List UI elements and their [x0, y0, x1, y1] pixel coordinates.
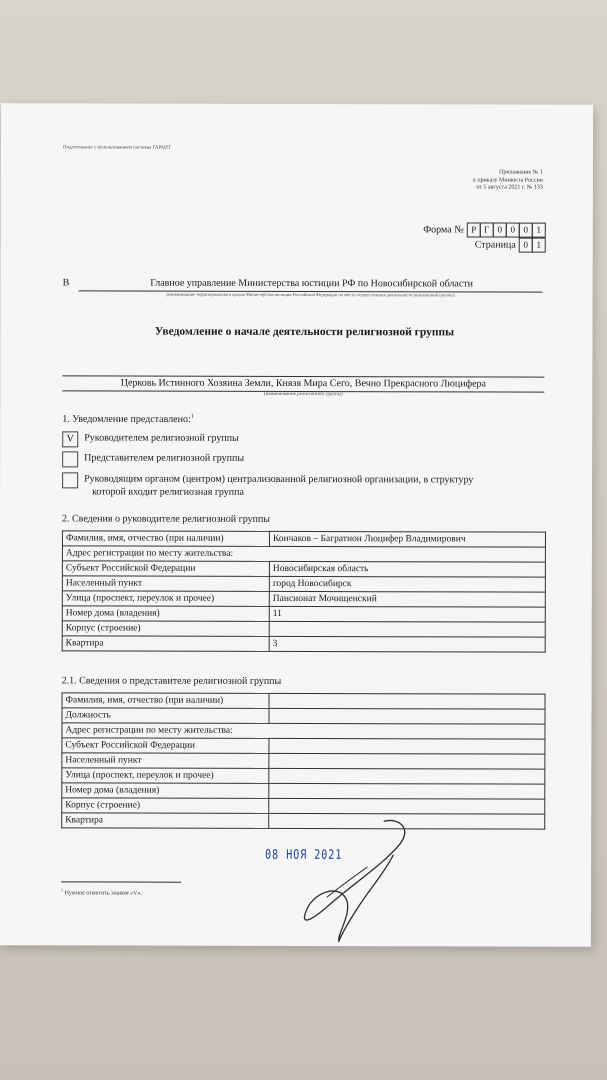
table-row: [62, 768, 545, 784]
row-value: [269, 783, 545, 799]
footnote: $^1$ Нужное отметить знаком «V».: [61, 887, 142, 897]
addressee-prefix: В: [62, 277, 70, 289]
row-label: Корпус (строение): [62, 621, 269, 637]
form-code-cell: Р: [467, 222, 481, 237]
row-value: Пансионат Мочищенский: [269, 591, 545, 607]
leader-table: [62, 530, 546, 652]
form-label: Форма №: [423, 224, 464, 236]
table-row: [62, 546, 545, 562]
section21-heading: 2.1. Сведения о представителе религиозной группы: [61, 675, 282, 687]
document-title: Уведомление о начале деятельности религиозной группы: [154, 325, 455, 339]
page-code-cell: 0: [519, 238, 533, 253]
section2-heading: 2. Сведения о руководителе религиозной группы: [62, 513, 271, 525]
row-label: Улица (проспект, переулок и прочее): [62, 591, 269, 607]
row-label: Улица (проспект, переулок и прочее): [62, 768, 269, 784]
table-row: [62, 738, 545, 754]
row-value: [269, 621, 545, 637]
table-row: [62, 693, 545, 709]
row-label: Квартира: [62, 636, 269, 652]
table-row: [62, 561, 545, 577]
table-row: [62, 753, 545, 769]
checkbox-governing-body[interactable]: [62, 472, 78, 488]
section1-heading: 1. Уведомление представлено:$^1$: [62, 413, 194, 426]
table-row: [62, 636, 545, 652]
addressee-caption: (наименование территориального органа Министерства юстиции Российской Федерации по месту осуществления деятельности религиозной группы): [166, 291, 455, 298]
row-label: Субъект Российской Федерации: [62, 738, 269, 754]
row-label: Субъект Российской Федерации: [62, 561, 269, 577]
table-row: [62, 591, 545, 607]
document-sheet: [0, 103, 593, 947]
checkbox-leader[interactable]: V: [62, 431, 78, 447]
row-value: [269, 753, 545, 769]
table-row: [62, 783, 545, 799]
table-row: [62, 531, 545, 547]
appendix-line: от 5 августа 2021 г. № 133: [476, 184, 543, 191]
row-label: Номер дома (владения): [62, 783, 269, 799]
group-name: Церковь Истинного Хозяина Земли, Князя Мира Сего, Вечно Прекрасного Люцифера: [120, 377, 486, 390]
row-value: Кончаков – Багратион Люцифер Владимирович: [269, 531, 545, 547]
row-label: Населенный пункт: [62, 576, 269, 592]
row-value: [269, 768, 545, 784]
row-label: Номер дома (владения): [62, 606, 269, 622]
form-code-cell: 1: [532, 223, 546, 238]
option-label: Представителем религиозной группы: [84, 452, 245, 464]
option-label: Руководящим органом (центром) централизованной религиозной организации, в структуру которой входит религиозная группа: [84, 473, 474, 498]
form-code-cell: 0: [506, 223, 520, 238]
row-value: [269, 693, 545, 709]
appendix-line: Приложение № 1: [498, 169, 543, 176]
row-label: Должность: [62, 708, 269, 724]
signature-icon: [289, 809, 429, 949]
option-governing-body: [62, 472, 473, 499]
row-value: 11: [269, 606, 545, 622]
row-label: Населенный пункт: [62, 753, 269, 769]
checkbox-representative[interactable]: [62, 451, 78, 467]
page-number: [475, 237, 546, 252]
option-leader: [62, 431, 239, 447]
form-code-cell: 0: [493, 223, 507, 238]
option-label: Руководителем религиозной группы: [84, 432, 239, 444]
table-row: [62, 606, 545, 622]
row-label: Адрес регистрации по месту жительства:: [62, 723, 545, 739]
table-row: [62, 576, 545, 592]
form-code-cell: Г: [480, 222, 494, 237]
form-number: [423, 222, 546, 237]
row-value: город Новосибирск: [269, 576, 545, 592]
appendix-line: к приказу Минюста России: [472, 176, 543, 184]
row-label: Адрес регистрации по месту жительства:: [62, 546, 545, 562]
row-value: Новосибирская область: [269, 561, 545, 577]
row-value: [269, 738, 545, 754]
date-stamp: 08 НОЯ 2021: [265, 848, 343, 863]
group-caption: (наименование религиозной группы): [263, 391, 343, 398]
form-code-cell: 0: [519, 223, 533, 238]
row-value: 3: [269, 636, 545, 652]
page-code-cell: 1: [532, 238, 546, 253]
prepared-note: Подготовлено с использованием системы ГАРАНТ: [62, 145, 171, 151]
page-label: Страница: [474, 239, 516, 251]
table-row: [62, 621, 545, 637]
row-label: Фамилия, имя, отчество (при наличии): [62, 693, 269, 709]
row-value: [269, 708, 545, 724]
row-label: Фамилия, имя, отчество (при наличии): [62, 531, 269, 547]
appendix-block: [473, 169, 543, 192]
footnote-rule: [61, 881, 181, 882]
table-row: [62, 723, 545, 739]
option-representative: [62, 451, 244, 467]
row-label: Квартира: [62, 813, 269, 829]
table-row: [62, 708, 545, 724]
row-label: Корпус (строение): [62, 798, 269, 814]
addressee-name: Главное управление Министерства юстиции РФ по Новосибирской области: [150, 277, 474, 290]
